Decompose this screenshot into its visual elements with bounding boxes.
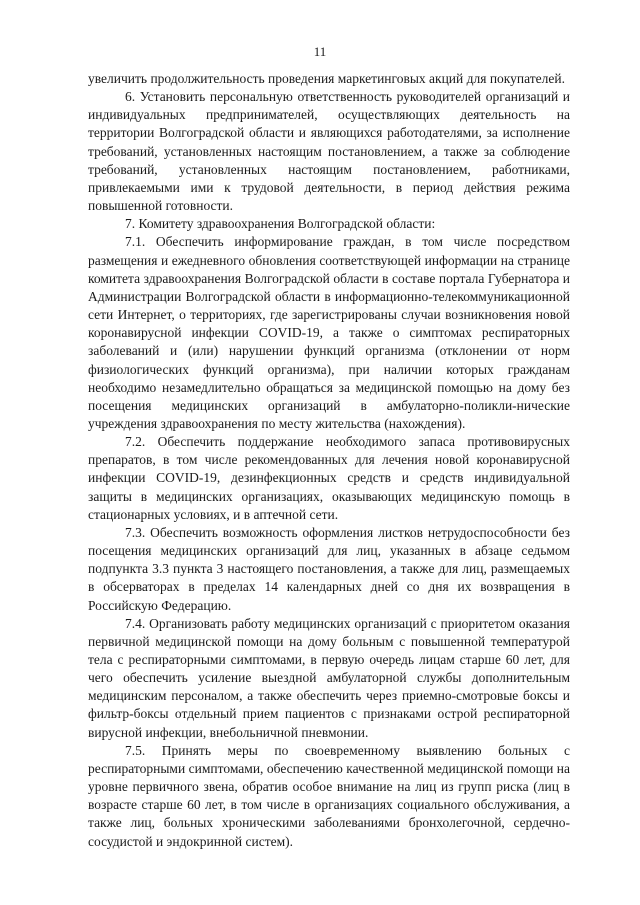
paragraph-7-5: 7.5. Принять меры по своевременному выявлению больных с респираторными симптомами, обеспечению качественной медицинской помощи на уровне первичного звена, обратив особое внимание на лиц из групп риска (лиц в возрасте старше 60 лет, в том числе в организациях социального обслуживания, а также лиц, больных хроническими заболеваниями бронхолегочной, сердечно-сосудистой и эндокринной систем).	[88, 742, 570, 849]
paragraph-6: 6. Установить персональную ответственность руководителей организаций и индивидуальных предпринимателей, осуществляющих деятельность на территории Волгоградской области и являющихся работодателями, за исполнение требований, установленных настоящим постановлением, а также за соблюдение требований, установленных настоящим постановлением, работниками, привлекаемыми ими к трудовой деятельности, в период действия режима повышенной готовности.	[88, 89, 570, 214]
document-body	[88, 70, 570, 851]
paragraph-7-2: 7.2. Обеспечить поддержание необходимого запаса противовирусных препаратов, в том числе рекомендованных для лечения новой коронавирусной инфекции COVID-19, дезинфекционных средств и средств индивидуальной защиты в медицинских организациях, оказывающих медицинскую помощь в стационарных условиях, и в аптечной сети.	[88, 434, 570, 522]
paragraph-7-1: 7.1. Обеспечить информирование граждан, в том числе посредством размещения и ежедневного обновления соответствующей информации на странице комитета здравоохранения Волгоградской области в составе портала Губернатора и Администрации Волгоградской области в информационно-телекоммуникационной сети Интернет, о территориях, где зарегистрированы случаи возникновения новой коронавирусной инфекции COVID-19, а также о симптомах респираторных заболеваний и (или) нарушении функций организма (отклонении от норм физиологических функций организма), при наличии которых гражданам необходимо незамедлительно обращаться за медицинской помощью на дому без посещения медицинских организаций в амбулаторно-поликли-ническиe учреждения здравоохранения по месту жительства (нахождения).	[88, 234, 570, 431]
paragraph-7-3: 7.3. Обеспечить возможность оформления листков нетрудоспособности без посещения медицинских организаций для лиц, указанных в абзаце седьмом подпункта 3.3 пункта 3 настоящего постановления, а также для лиц, размещаемых в обсерваторах в пределах 14 календарных дней со дня их возвращения в Российскую Федерацию.	[88, 524, 570, 613]
page-number: 11	[313, 44, 327, 59]
paragraph-continuation: увеличить продолжительность проведения маркетинговых акций для покупателей.	[88, 71, 566, 86]
paragraph-7: 7. Комитету здравоохранения Волгоградской области:	[125, 216, 436, 232]
paragraph-7-4: 7.4. Организовать работу медицинских организаций с приоритетом оказания первичной медицинской помощи на дому больным с повышенной температурой тела с респираторными симптомами, в первую очередь лицам старше 60 лет, для чего обеспечить усиление выездной амбулаторной службы дополнительным медицинским персоналом, а также обеспечить через приемно-смотровые боксы и фильтр-боксы отдельный прием пациентов с признаками острой респираторной вирусной инфекции, внебольничной пневмонии.	[88, 615, 570, 740]
